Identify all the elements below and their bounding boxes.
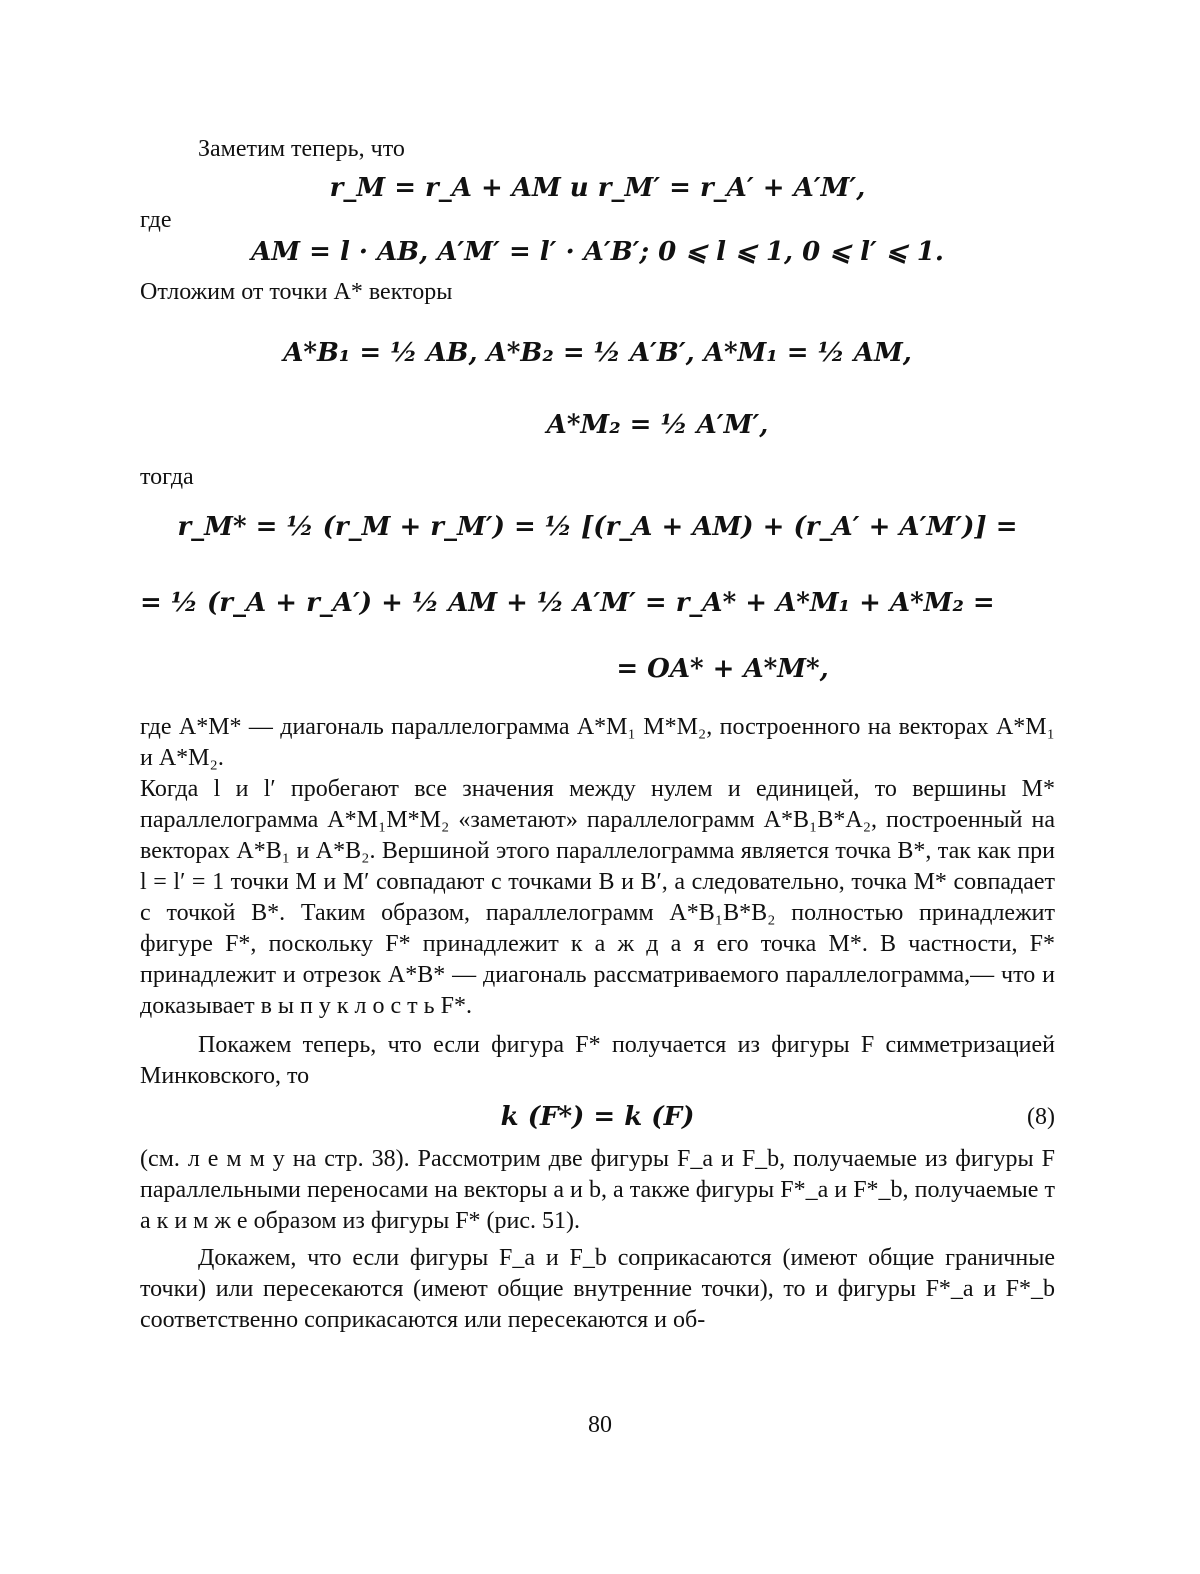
equation-8: k (F*) = k (F) <box>500 1102 695 1132</box>
page-body <box>140 120 1055 1336</box>
equation-8-row <box>140 1098 1055 1138</box>
then-word: тогда <box>140 464 194 490</box>
paragraph-3: Покажем теперь, что если фигура F* получается из фигуры F симметризацией Минковского, то <box>140 1032 1055 1089</box>
equation-6: = ½ (r_A + r_A′) + ½ AM + ½ A′M′ = r_A* + A*M₁ + A*M₂ = <box>140 588 995 618</box>
where-word-1: где <box>140 207 172 233</box>
equation-1: r_M = r_A + AM и r_M′ = r_A′ + A′M′, <box>329 173 866 203</box>
paragraph-5: Докажем, что если фигуры F_a и F_b соприкасаются (имеют общие граничные точки) или пересекаются (имеют общие внутренние точки), то и фигуры F*_a и F*_b соответственно соприкасаются или пересекаются и об- <box>140 1245 1055 1333</box>
intro-text: Заметим теперь, что <box>198 136 405 162</box>
equation-3: A*B₁ = ½ AB, A*B₂ = ½ A′B′, A*M₁ = ½ AM, <box>283 338 912 368</box>
paragraph-2: Когда l и l′ пробегают все значения между нулем и единицей, то вершины M* параллелограмма A*M₁M*M₂ «заметают» параллелограмм A*B₁B*A₂, построенный на векторах A*B₁ и A*B₂. Вершиной этого параллелограмма является точка B*, так как при l = l′ = 1 точки M и M′ совпадают с точками B и B′, а следовательно, точка M* совпадает с точкой B*. Таким образом, параллелограмм A*B₁B*B₂ полностью принадлежит фигуре F*, поскольку F* принадлежит к а ж д а я его точка M*. В частности, F* принадлежит и отрезок A*B* — диагональ рассматриваемого параллелограмма,— что и доказывает в ы п у к л о с т ь F*. <box>140 776 1055 1019</box>
equation-7: = OA* + A*M*, <box>616 654 829 684</box>
equation-8-number: (8) <box>1027 1104 1055 1130</box>
equation-2: AM = l · AB, A′M′ = l′ · A′B′; 0 ⩽ l ⩽ 1, 0 ⩽ l′ ⩽ 1. <box>251 237 944 267</box>
page-number: 80 <box>588 1412 612 1438</box>
lay-off-text: Отложим от точки A* векторы <box>140 279 453 305</box>
paragraph-4: (см. л е м м у на стр. 38). Рассмотрим две фигуры F_a и F_b, получаемые из фигуры F параллельными переносами на векторы a и b, а также фигуры F*_a и F*_b, получаемые т а к и м ж е образом из фигуры F* (рис. 51). <box>140 1146 1055 1234</box>
paragraph-1: где A*M* — диагональ параллелограмма A*M₁ M*M₂, построенного на векторах A*M₁ и A*M₂. <box>140 714 1055 771</box>
equation-4: A*M₂ = ½ A′M′, <box>546 410 769 440</box>
equation-5: r_M* = ½ (r_M + r_M′) = ½ [(r_A + AM) + (r_A′ + A′M′)] = <box>177 512 1018 542</box>
